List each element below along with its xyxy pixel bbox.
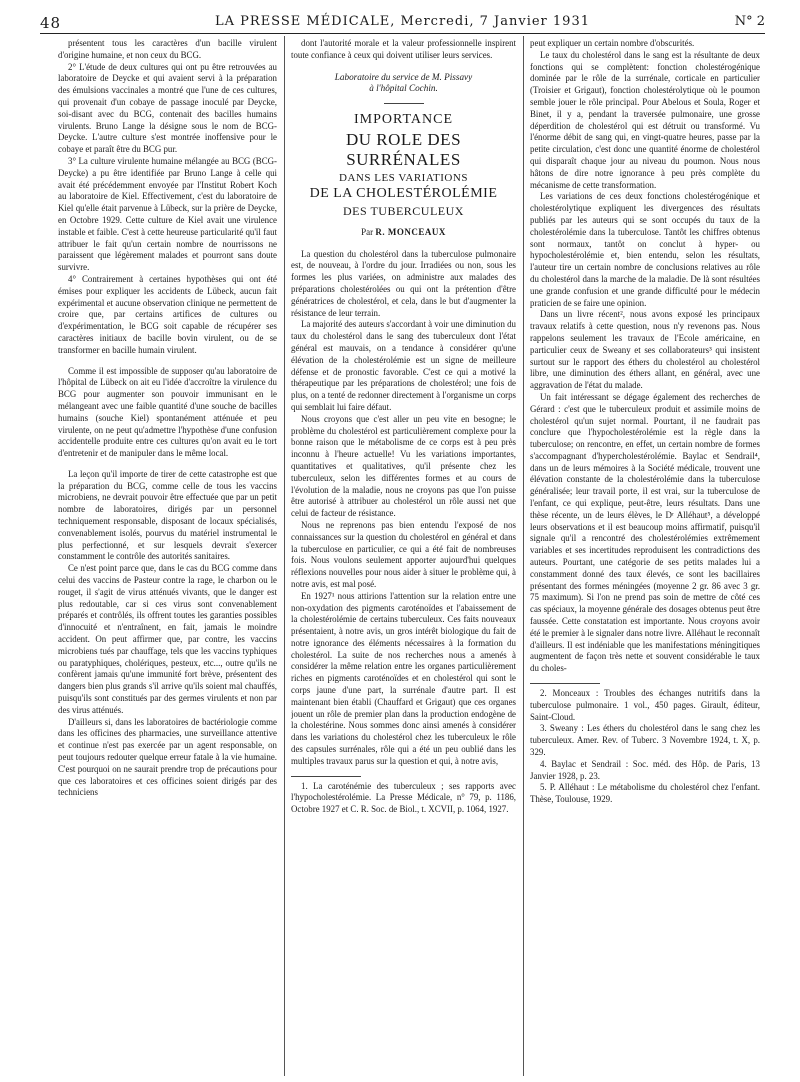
- article-title: DU ROLE DES SURRÉNALES: [345, 129, 462, 169]
- paragraph: présentent tous les caractères d'un bacille virulent d'origine humaine, et non ceux du BCG.: [58, 38, 277, 60]
- footnote: 5. P. Alléhaut : Le métabolisme du cholestérol chez l'enfant. Thèse, Toulouse, 1929.: [530, 782, 760, 805]
- paragraph: Un fait intéressant se dégage également des recherches de Gérard : c'est que le tuberculeux produit et assimile moins de cholestérol qu'un sujet normal. Pourtant, il ne faudrait pas conclure que l'hypocholestérolémie est la règle dans la tuberculose; on rencontre, en effet, un certain nombre de formes s'accompagnant d'hypercholestérolémie. Baylac et Sendrail⁴, dans un de leurs mémoires à la Société médicale, trouvent une élévation constante de la cholestérolémie dans la tuberculose généralisée; leur travail porte, il est vrai, sur la tuberculose de l'enfant, ce qui explique, peut-être, leurs résultats. Dans une thèse récente, un de leurs élèves, le Dʳ Alléhaut⁵, a développé leurs observations et il est beaucoup moins affirmatif, puisqu'il signale qu'il a rencontré des cholestérolémies extrêmement variables et ses incertitudes reproduisent les contradictions des auteurs. Pourtant, une catégorie de ses petits malades lui a constamment donné des taux élevés, ce sont les bacillaires présentant des formes méningées (moyenne 2 gr. 86 avec 3 gr. 75 maximum). Si l'on ne prend pas soin de mettre de côté ces cas spéciaux, la moyenne générale des dosages obtenus peut être faussée. Cette constatation est importante. Nous croyons avoir été le premier à le signaler dans notre livre. Alléhaut le reconnaît d'ailleurs. Il est indéniable que les manifestations méningitiques augmentent de façon très nette et souvent considérable le taux du choles-: [530, 391, 760, 674]
- paragraph: Les variations de ces deux fonctions cholestérogénique et cholestérolytique expliquent les divergences des résultats publiés par les auteurs qui se sont occupés du taux de la cholestérolémie dans la tuberculose. Tantôt les chiffres obtenus sont normaux, tantôt on conclut à hyper- ou hypocholestérolémie et, bien entendu, selon les résultats, l'auteur tire un certain nombre de conclusions relatives au rôle du cholestérol dans la marche de la maladie. De là sont résultées une grande confusion et une grande difficulté pour le médecin praticien de se faire une opinion.: [530, 191, 760, 308]
- article-title: DANS LES VARIATIONS: [339, 171, 468, 184]
- footnote: 1. La caroténémie des tuberculeux ; ses rapports avec l'hypocholestérolémie. La Presse Médicale, n° 79, p. 1186, Octobre 1927 et C. R. Soc. de Biol., t. XCVII, p. 1064, 1927.: [291, 780, 516, 815]
- article-title: IMPORTANCE: [353, 111, 454, 127]
- column-divider-right: [523, 36, 524, 1076]
- article-title: DE LA CHOLESTÉROLÉMIE: [309, 185, 498, 201]
- journal-title: LA PRESSE MÉDICALE, Mercredi, 7 Janvier 1931: [215, 14, 590, 29]
- footnote-rule: [530, 683, 600, 684]
- paragraph: La leçon qu'il importe de tirer de cette catastrophe est que la préparation du BCG, comme celle de tous les vaccins microbiens, ne devrait pouvoir être effectuée que par un petit nombre de laboratoires, dirigés par un personnel techniquement responsable, disposant de locaux spécialisés, convenablement isolés, pourvus du matériel instrumental le plus perfectionné, et sur lesquels devrait s'exercer constamment le contrôle des autorités sanitaires.: [58, 468, 277, 562]
- article-heading: [295, 72, 512, 237]
- paragraph: Dans un livre récent², nous avons exposé les principaux travaux relatifs à cette question, nous n'y revenons pas. Nous rappelons seulement les travaux de l'Ecole américaine, en particulier ceux de Sweany et ses collaborateurs³ qui insistent surtout sur le rapport des éthers du cholestérol au cholestérol libre, une diminution des éthers allant, en général, avec une aggravation de l'état du malade.: [530, 309, 760, 391]
- article-title: DES TUBERCULEUX: [343, 203, 464, 218]
- footnote: 4. Baylac et Sendrail : Soc. méd. des Hôp. de Paris, 13 Janvier 1928, p. 23.: [530, 758, 760, 781]
- paragraph: Nous ne reprenons pas bien entendu l'exposé de nos connaissances sur la question du cholestérol en général et dans la tuberculose en particulier, ce qui a été fait de nombreuses fois. Nous voulons seulement apporter aujourd'hui quelques réflexions nouvelles pour nous aider à situer le problème qui, à notre avis, est mal posé.: [291, 519, 516, 589]
- paragraph: Nous croyons que c'est aller un peu vite en besogne; le problème du cholestérol est particulièrement complexe pour la bonne raison que le métabolisme de ce corps est à peu près inconnu à l'heure actuelle! Vu les variations importantes, quantitatives et qualitatives, qu'il présente chez les tuberculeux, selon les différentes formes et au cours de l'évolution de la maladie, nous ne croyons pas que l'on puisse être autorisé à attribuer au cholestérol un rôle aussi net que celui de facteur de résistance.: [291, 413, 516, 519]
- column-right: [530, 38, 760, 1078]
- paragraph: peut expliquer un certain nombre d'obscurités.: [530, 38, 695, 48]
- paragraph: D'ailleurs si, dans les laboratoires de bactériologie comme dans les officines des pharmacies, une surveillance attentive et continue n'est pas exercée par un agent responsable, on peut toujours redouter quelque erreur fatale à la vie humaine. C'est pourquoi on ne saurait prendre trop de précautions pour que ces laboratoires et ces officines soient dirigés par des techniciens: [58, 716, 277, 798]
- paragraph: Comme il est impossible de supposer qu'au laboratoire de l'hôpital de Lübeck on ait eu l'idée d'accroître la virulence du BCG pour augmenter son pouvoir immunisant en le mélangeant avec une faible quantité d'une souche de bacilles humains (souche Kiel) spontanément atténuée et peu virulente, on ne peut qu'admettre l'hypothèse d'une confusion accidentelle produite entre ces cultures qu'on avait eu le tort d'entretenir et de manipuler dans le même local.: [58, 365, 277, 459]
- footnote-rule: [291, 776, 361, 777]
- paragraph: En 1927¹ nous attirions l'attention sur la relation entre une non-oxydation des pigments caroténoïdes et l'abaissement de la cholestérolémie de certains tuberculeux. Ces faits nouveaux présentaient, à notre avis, un gros intérêt biologique du fait de notre ignorance des éléments nécessaires à la formation du cholestérol. La suite de nos recherches nous a amenés à considérer la même relation entre les organes particulièrement riches en pigments caroténoïdes et en cholestérol qui sont le corps jaune d'une part, la surrénale d'autre part. Il est maintenant bien établi (Chauffard et Grigaut) que ces organes jouent un rôle de premier plan dans la production endogène de la cholestérine. Nous sommes donc ainsi amenés à considérer dans les variations du cholestérol chez les tuberculeux le rôle des capsules surrénales, rôle qui a été un peu oublié dans les multiples travaux parus sur la question et qui, à notre avis,: [291, 590, 516, 766]
- paragraph: dont l'autorité morale et la valeur professionnelle inspirent toute confiance à ceux qui doivent utiliser leurs services.: [291, 38, 516, 60]
- footnote: 2. Monceaux : Troubles des échanges nutritifs dans la tuberculose pulmonaire. 1 vol., 450 pages. Girault, éditeur, Saint-Cloud.: [530, 688, 760, 722]
- column-middle: [291, 38, 516, 1078]
- article-author: Par R. MONCEAUX: [361, 226, 446, 237]
- paragraph: Ce n'est point parce que, dans le cas du BCG comme dans celui des vaccins de Pasteur contre la rage, le charbon ou le rouget, il s'agit de virus atténués vivants, que le danger est plus redoutable, car si ces virus sont convenablement préparés et contrôlés, ils offrent toutes les garanties possibles d'innocuité et n'entraînent, en fait, jamais le moindre accident. On peut affirmer que, par contre, les vaccins microbiens tués par chauffage, tels que les vaccins typhiques ou paratyphiques, cholériques, pesteux, etc..., outre qu'ils ne confèrent jamais qu'une immunité fort brève, présentent des dangers bien plus grands s'il arrive qu'ils soient mal chauffés, puisqu'ils sont constitués par des germes virulents et non par des virus atténués.: [58, 563, 277, 715]
- header-rule: [40, 33, 765, 34]
- paragraph: La majorité des auteurs s'accordant à voir une diminution du taux du cholestérol dans le sang des tuberculeux dont l'état général est mauvais, on a tendance à considérer qu'une élévation de la cholestérolémie est un signe de meilleure défense et de pronostic favorable. C'est ce qui a motivé la thérapeutique par les préparations de cholestérol; une fois de plus, on a tenté de redonner directement à l'organisme un corps qui semblait lui faire défaut.: [291, 319, 516, 412]
- paragraph: 4° Contrairement à certaines hypothèses qui ont été émises pour expliquer les accidents de Lübeck, aucun fait expérimental et aucune observation clinique ne permettent de croire que, par certains artifices de cultures ou d'expérimentation, le BCG soit capable de récupérer ses caractères initiaux de bacille bovin virulent, ou de se transformer en bacille humain virulent.: [58, 273, 277, 355]
- page-number: 48: [40, 14, 62, 32]
- column-divider-left: [284, 36, 285, 1076]
- paragraph: Le taux du cholestérol dans le sang est la résultante de deux fonctions qui se complètent: fonction cholestérogénique dominée par le rôle de la surrénale, corticale en particulier (Troisier et Grigaut), fonction cholestérolytique où le poumon semble jouer le rôle principal. Pour Abelous et Soula, Roger et Binet, il y a, pendant la traversée pulmonaire, une grosse déperdition de cholestérol qui est détruit ou transformé. Vu l'énorme débit de sang qui, en vingt-quatre heures, passe par la petite circulation, c'est donc une quantité énorme de cholestérol qui disparaît chaque jour au niveau du poumon. Nous nous hâtons de dire notre ignorance à peu près complète du mécanisme de cette transformation.: [530, 49, 760, 190]
- paragraph: La question du cholestérol dans la tuberculose pulmonaire est, de nouveau, à l'ordre du jour. Irradiées ou non, sous les formes les plus variées, on administre aux malades des préparations cholestérolées ou qui ont la prétention d'être génératrices de cholestérol, et cela, dans le but d'augmenter la résistance de leur terrain.: [291, 248, 516, 318]
- issue-number: N° 2: [734, 14, 765, 29]
- paragraph: 3° La culture virulente humaine mélangée au BCG (BCG-Deycke) a pu être identifiée par Bruno Lange à celle qui avait été précédemment envoyée par l'Institut Robert Koch au laboratoire de Kiel. Effectivement, c'est du laboratoire de Kiel qu'elle était parvenue à Lübeck, sur la prière de Deycke, en Octobre 1929. Cette culture de Kiel avait une virulence instable et faible. C'est à cette heureuse particularité qu'il faut attribuer le fait qu'un certain nombre de nourrissons ne paraissent que légèrement malades et pourront sans doute survivre.: [58, 155, 277, 273]
- heading-rule: [384, 103, 424, 104]
- footnote: 3. Sweany : Les éthers du cholestérol dans le sang chez les tuberculeux. Amer. Rev. of Tuberc. 3 Novembre 1924, t. X, p. 329.: [530, 723, 760, 758]
- paragraph: 2° L'étude de deux cultures qui ont pu être retrouvées au laboratoire de Deycke et qui avaient servi à la préparation des émulsions vaccinales a montré que l'une de ces cultures, qui provenait d'un cobaye de passage inoculé par Deycke, soi-disant avec du BCG, contenait des bacilles humains virulents. Bruno Lange la désigne sous le nom de BCG-Deycke. L'autre culture s'est montrée inoffensive pour le cobaye et paraît être du BCG pur.: [58, 61, 277, 155]
- page-header: [40, 12, 765, 32]
- service-line: à l'hôpital Cochin.: [369, 83, 438, 94]
- service-line: Laboratoire du service de M. Pissavy: [334, 71, 473, 82]
- column-left: [58, 38, 277, 1078]
